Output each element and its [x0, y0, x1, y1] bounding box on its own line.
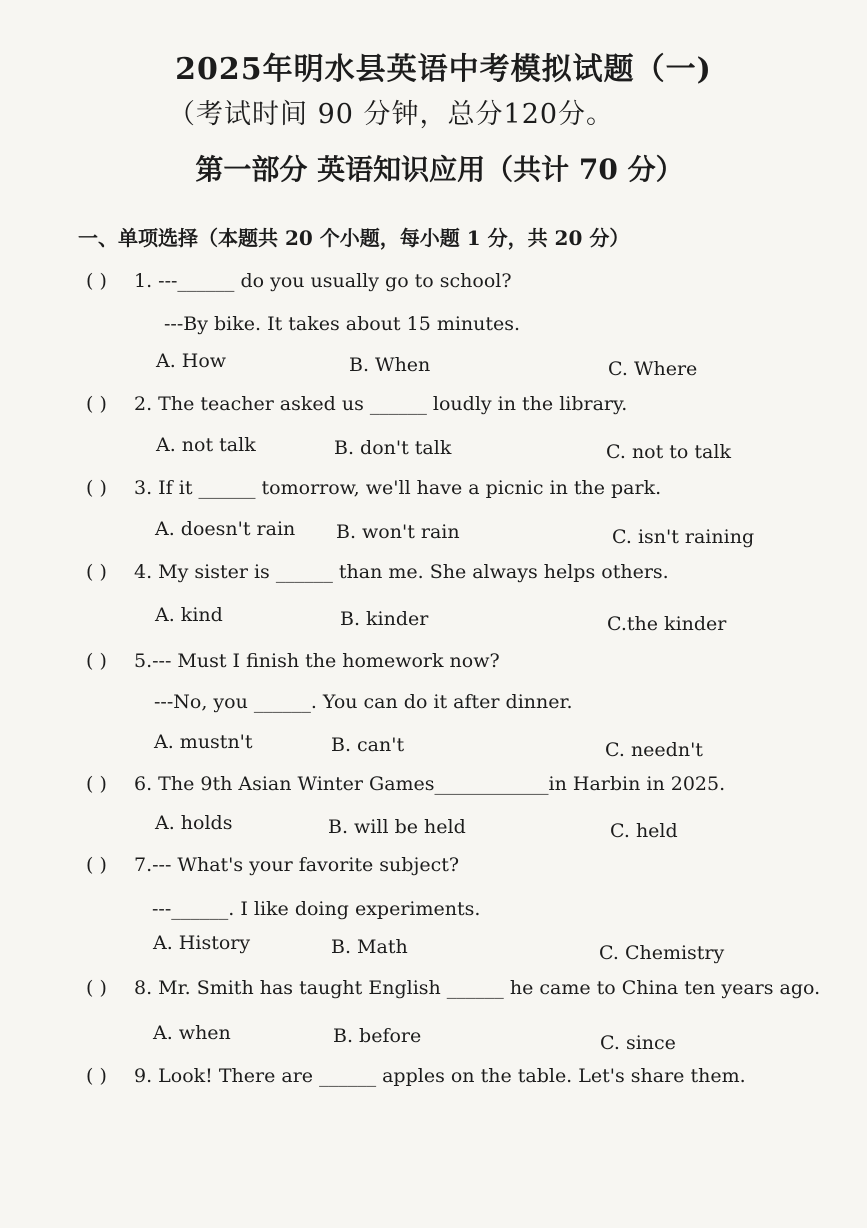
exam-subtitle: （考试时间 90 分钟，总分120分。 [168, 99, 615, 130]
answer-paren[interactable]: ( ) [86, 650, 107, 672]
question-2-option-c: C. not to talk [606, 441, 731, 463]
answer-paren[interactable]: ( ) [86, 773, 107, 795]
question-3-option-a: A. doesn't rain [155, 518, 296, 540]
question-8-stem [86, 977, 820, 999]
question-7-option-a: A. History [153, 932, 251, 954]
answer-paren[interactable]: ( ) [86, 977, 107, 999]
question-8-option-c: C. since [600, 1032, 676, 1054]
question-5-option-b: B. can't [331, 734, 405, 756]
question-1-option-c: C. Where [608, 358, 698, 380]
question-7-option-c: C. Chemistry [599, 942, 725, 964]
question-text: 2. The teacher asked us ______ loudly in the library. [134, 393, 628, 415]
question-1-reply: ---By bike. It takes about 15 minutes. [164, 313, 521, 335]
answer-paren[interactable]: ( ) [86, 561, 107, 583]
question-text: 8. Mr. Smith has taught English ______ he came to China ten years ago. [134, 977, 821, 999]
answer-paren[interactable]: ( ) [86, 393, 107, 415]
part-title: 第一部分 英语知识应用（共计 70 分） [195, 153, 684, 186]
answer-paren[interactable]: ( ) [86, 1065, 107, 1087]
question-4-stem [86, 561, 669, 583]
question-7-stem [86, 854, 459, 876]
question-7-option-b: B. Math [331, 936, 408, 958]
exam-title: 2025年明水县英语中考模拟试题（一) [175, 52, 712, 87]
question-text: 7.--- What's your favorite subject? [134, 854, 460, 876]
question-3-option-b: B. won't rain [336, 521, 460, 543]
question-2-option-b: B. don't talk [334, 437, 452, 459]
question-4-option-b: B. kinder [340, 608, 429, 630]
question-4-option-a: A. kind [155, 604, 223, 626]
question-6-option-a: A. holds [155, 812, 233, 834]
question-8-option-b: B. before [333, 1025, 422, 1047]
question-text: 9. Look! There are ______ apples on the table. Let's share them. [134, 1065, 746, 1087]
answer-paren[interactable]: ( ) [86, 854, 107, 876]
question-text: 4. My sister is ______ than me. She always helps others. [134, 561, 669, 583]
question-3-option-c: C. isn't raining [612, 526, 755, 548]
question-2-option-a: A. not talk [156, 434, 256, 456]
question-5-option-c: C. needn't [605, 739, 703, 761]
question-1-stem [86, 270, 512, 292]
question-5-reply: ---No, you ______. You can do it after dinner. [154, 691, 573, 713]
question-5-option-a: A. mustn't [154, 731, 253, 753]
question-text: 1. ---______ do you usually go to school? [134, 270, 512, 292]
question-text: 5.--- Must I finish the homework now? [134, 650, 500, 672]
question-3-stem [86, 477, 661, 499]
question-5-stem [86, 650, 500, 672]
question-text: 3. If it ______ tomorrow, we'll have a picnic in the park. [134, 477, 662, 499]
answer-paren[interactable]: ( ) [86, 477, 107, 499]
question-6-stem [86, 773, 725, 795]
question-6-option-c: C. held [610, 820, 678, 842]
answer-paren[interactable]: ( ) [86, 270, 107, 292]
question-4-option-c: C.the kinder [607, 613, 727, 635]
question-1-option-a: A. How [156, 350, 227, 372]
question-6-option-b: B. will be held [328, 816, 466, 838]
question-7-reply: ---______. I like doing experiments. [152, 898, 481, 920]
section-title: 一、单项选择（本题共 20 个小题，每小题 1 分，共 20 分） [78, 226, 630, 250]
question-9-stem [86, 1065, 746, 1087]
question-1-option-b: B. When [349, 354, 431, 376]
question-2-stem [86, 393, 627, 415]
question-8-option-a: A. when [153, 1022, 231, 1044]
question-text: 6. The 9th Asian Winter Games____________in Harbin in 2025. [134, 773, 726, 795]
